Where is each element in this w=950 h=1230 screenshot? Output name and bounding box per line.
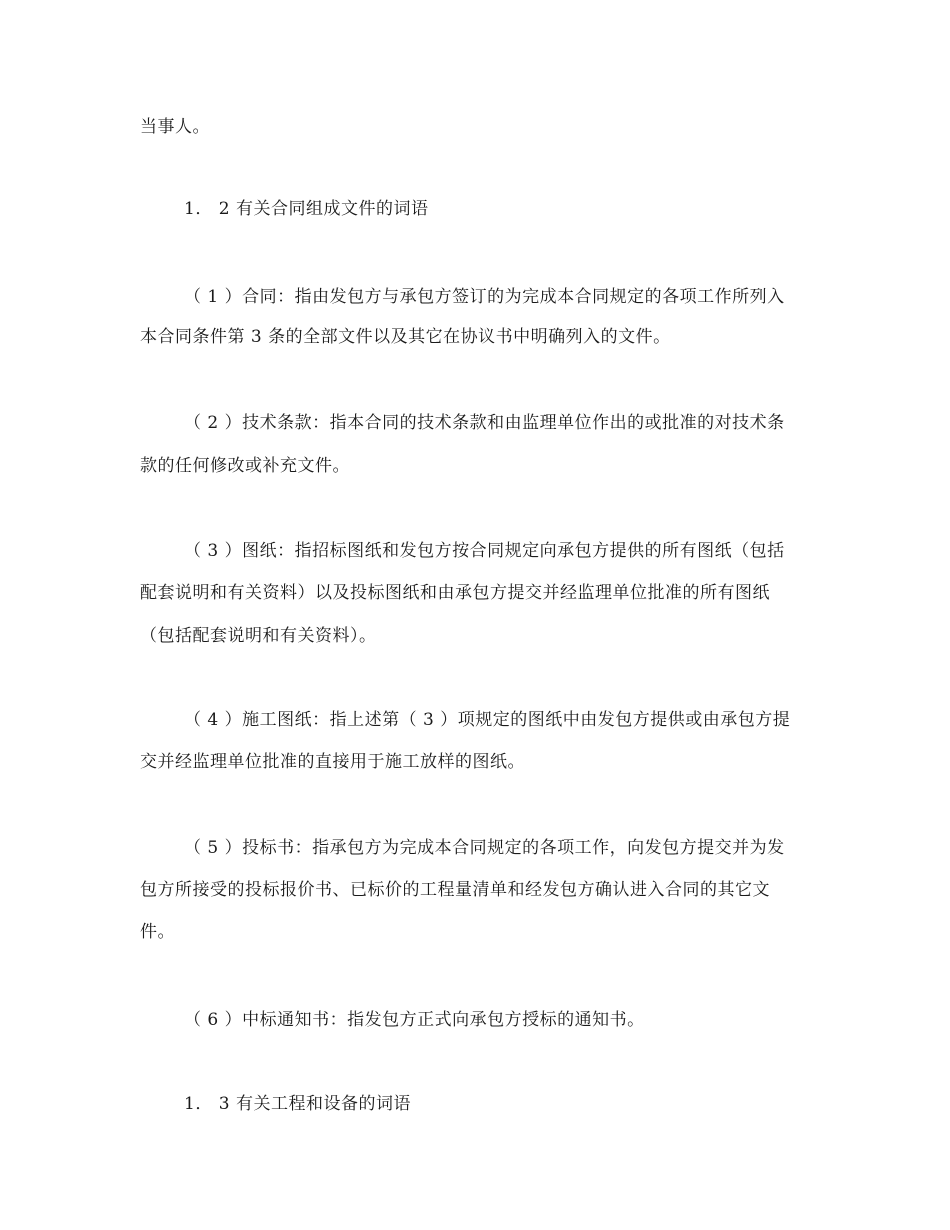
- paragraph-line: 交并经监理单位批准的直接用于施工放样的图纸。: [140, 752, 525, 772]
- paragraph-line: （ 2 ）技术条款：指本合同的技术条款和由监理单位作出的或批准的对技术条: [184, 413, 785, 433]
- paragraph-line: 本合同条件第 3 条的全部文件以及其它在协议书中明确列入的文件。: [140, 327, 671, 347]
- paragraph-line: 款的任何修改或补充文件。: [140, 456, 350, 476]
- section-heading: 1． 3 有关工程和设备的词语: [184, 1094, 411, 1114]
- paragraph-line: （ 6 ）中标通知书：指发包方正式向承包方授标的通知书。: [184, 1010, 645, 1030]
- section-heading: 1． 2 有关合同组成文件的词语: [184, 199, 429, 219]
- paragraph-line: 包方所接受的投标报价书、已标价的工程量清单和经发包方确认进入合同的其它文: [140, 880, 770, 900]
- paragraph-line: 件。: [140, 922, 175, 942]
- paragraph-line: （包括配套说明和有关资料）。: [140, 626, 377, 646]
- paragraph-line: 配套说明和有关资料）以及投标图纸和由承包方提交并经监理单位批准的所有图纸: [140, 583, 770, 603]
- paragraph-line: （ 3 ）图纸：指招标图纸和发包方按合同规定向承包方提供的所有图纸（包括: [184, 541, 785, 561]
- paragraph-line: （ 5 ）投标书：指承包方为完成本合同规定的各项工作，向发包方提交并为发: [184, 838, 785, 858]
- paragraph-line: （ 1 ）合同：指由发包方与承包方签订的为完成本合同规定的各项工作所列入: [184, 287, 785, 307]
- paragraph-line: （ 4 ）施工图纸：指上述第（ 3 ）项规定的图纸中由发包方提供或由承包方提: [184, 710, 791, 730]
- text-line: 当事人。: [140, 117, 210, 137]
